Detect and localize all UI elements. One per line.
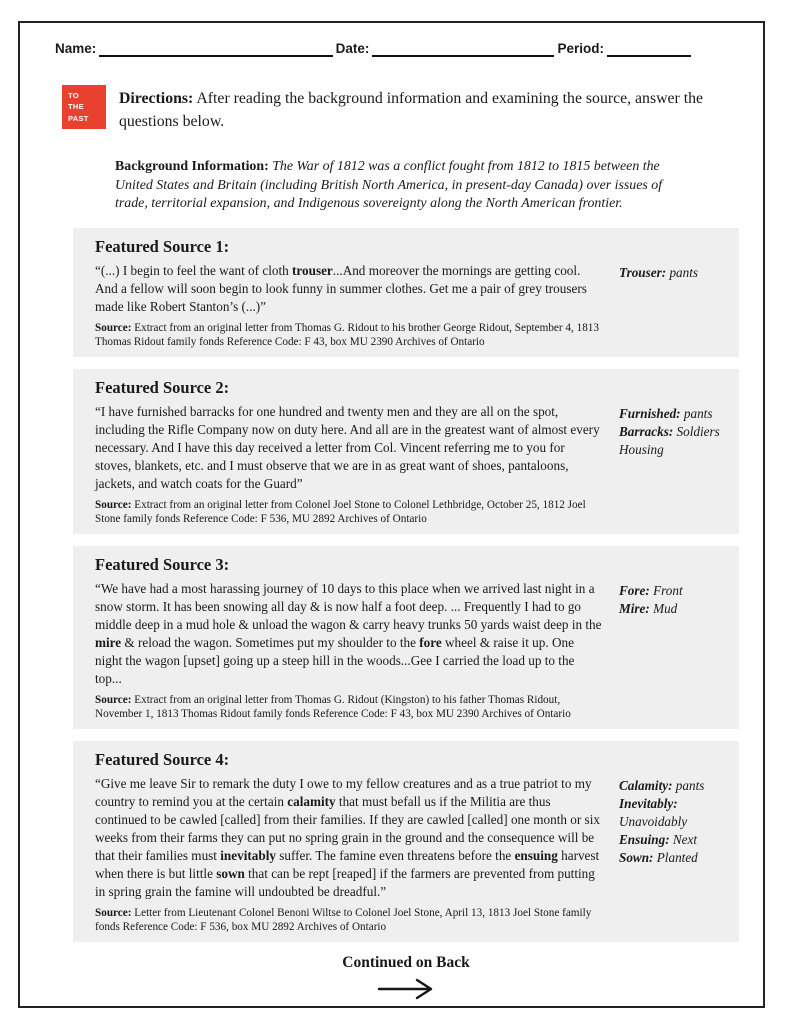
vocab-entry: Sown: Planted xyxy=(619,850,698,865)
sources-column xyxy=(73,228,739,1004)
date-blank-line xyxy=(372,37,554,57)
source-2-quote: “I have furnished barracks for one hundred and twenty men and they are all on the spot, including the Rifle Company now on duty here. And all are in the greatest want of almost every necessary. And I have this day received a letter from Col. Vincent referring me to you for stoves, blankets, etc. and I must observe that we are in as great want of shoes, pantaloons, jackets, and watch coats for the Guard” xyxy=(95,404,600,491)
source-1-quote: “(...) I begin to feel the want of cloth trouser...And moreover the mornings are getting cool. And a fellow will soon begin to look funny in summer clothes. Get me a pair of grey trousers made like Robert Stanton’s (...)” xyxy=(95,263,587,314)
source-4-title: Featured Source 4: xyxy=(95,750,230,769)
continued-on-back-label: Continued on Back xyxy=(342,954,470,971)
source-4-text-column xyxy=(95,775,603,934)
source-4-quote: “Give me leave Sir to remark the duty I owe to my fellow creatures and as a true patriot to my country to remind you at the certain calamity that must befall us if the Militia are thus continued to be cawled [called] from their families. If they are cawled [called] one month or six weeks from their farms they can put no spring grain in the ground and the consequence will be that their families must inevitably suffer. The famine even threatens before the ensuing harvest when there is but little sown that can be rept [reaped] if the farmers are prevented from putting in spring grain the famine will undoubted be dreadful.” xyxy=(95,776,600,899)
vocab-entry: Ensuing: Next xyxy=(619,832,698,847)
background-information: Background Information: The War of 1812 was a conflict fought from 1812 to 1815 between the United States and Britain (including British North America, in present-day Canada) over issues of trade, territorial expansion, and Indigenous sovereignty along the North American frontier. xyxy=(115,159,663,212)
source-3-title: Featured Source 3: xyxy=(95,555,230,574)
featured-source-1-box xyxy=(73,228,739,357)
header-fields-row xyxy=(55,36,691,57)
source-3-vocab-list xyxy=(603,580,721,721)
source-1-title: Featured Source 1: xyxy=(95,237,230,256)
vocab-entry: Fore: Front xyxy=(619,583,683,598)
date-label: Date: xyxy=(335,41,370,56)
name-label: Name: xyxy=(55,41,97,56)
arrow-right-icon xyxy=(375,976,437,1002)
featured-source-2-box xyxy=(73,369,739,534)
source-3-text-column xyxy=(95,580,603,721)
vocab-entry: Calamity: pants xyxy=(619,778,705,793)
source-1-citation: Source: Extract from an original letter from Thomas G. Ridout to his brother George Ridout, September 4, 1813 Thomas Ridout family fonds Reference Code: F 43, box MU 2390 Archives of Ontario xyxy=(95,322,599,348)
featured-source-4-box xyxy=(73,741,739,942)
vocab-entry: Barracks: Soldiers Housing xyxy=(619,424,720,457)
period-label: Period: xyxy=(557,41,604,56)
source-4-citation: Source: Letter from Lieutenant Colonel Benoni Wiltse to Colonel Joel Stone, April 13, 1813 Joel Stone family fonds Reference Code: F 536, box MU 2892 Archives of Ontario xyxy=(95,907,592,933)
source-1-vocab-list xyxy=(603,262,721,349)
vocab-entry: Furnished: pants xyxy=(619,406,713,421)
source-2-text-column xyxy=(95,403,603,526)
directions-text: Directions: After reading the background information and examining the source, answer the questions below. xyxy=(119,90,704,130)
vocab-entry: Trouser: pants xyxy=(619,265,699,280)
to-the-past-logo xyxy=(62,85,106,129)
source-2-vocab-list xyxy=(603,403,721,526)
name-blank-line xyxy=(99,37,332,57)
source-2-citation: Source: Extract from an original letter from Colonel Joel Stone to Colonel Lethbridge, October 25, 1812 Joel Stone family fonds Reference Code: F 536, MU 2892 Archives of Ontario xyxy=(95,499,586,525)
period-blank-line xyxy=(607,37,691,57)
featured-source-3-box xyxy=(73,546,739,729)
logo-line-2: THE xyxy=(68,102,84,112)
logo-line-1: TO xyxy=(68,91,79,100)
vocab-entry: Inevitably: Unavoidably xyxy=(619,796,688,829)
source-4-vocab-list xyxy=(603,775,721,934)
arrow-container xyxy=(73,976,739,1004)
source-1-text-column xyxy=(95,262,603,349)
vocab-entry: Mire: Mud xyxy=(619,601,678,616)
source-3-citation: Source: Extract from an original letter from Thomas G. Ridout (Kingston) to his father Thomas Ridout, November 1, 1813 Thomas Ridout family fonds Reference Code: F 43, box MU 2390 Archives of Ontario xyxy=(95,694,571,720)
source-2-title: Featured Source 2: xyxy=(95,378,230,397)
source-3-quote: “We have had a most harassing journey of 10 days to this place when we arrived last night in a snow storm. It has been snowing all day & is now half a foot deep. ... Frequently I had to go middle deep in a mud hole & unload the wagon & carry heavy trunks 50 yards waist deep in the mire & reload the wagon. Sometimes put my shoulder to the fore wheel & raise it up. One night the wagon [upset] going up a steep hill in the woods...Gee I carried the load up to the top... xyxy=(95,581,602,686)
logo-line-3: PAST xyxy=(68,113,89,123)
